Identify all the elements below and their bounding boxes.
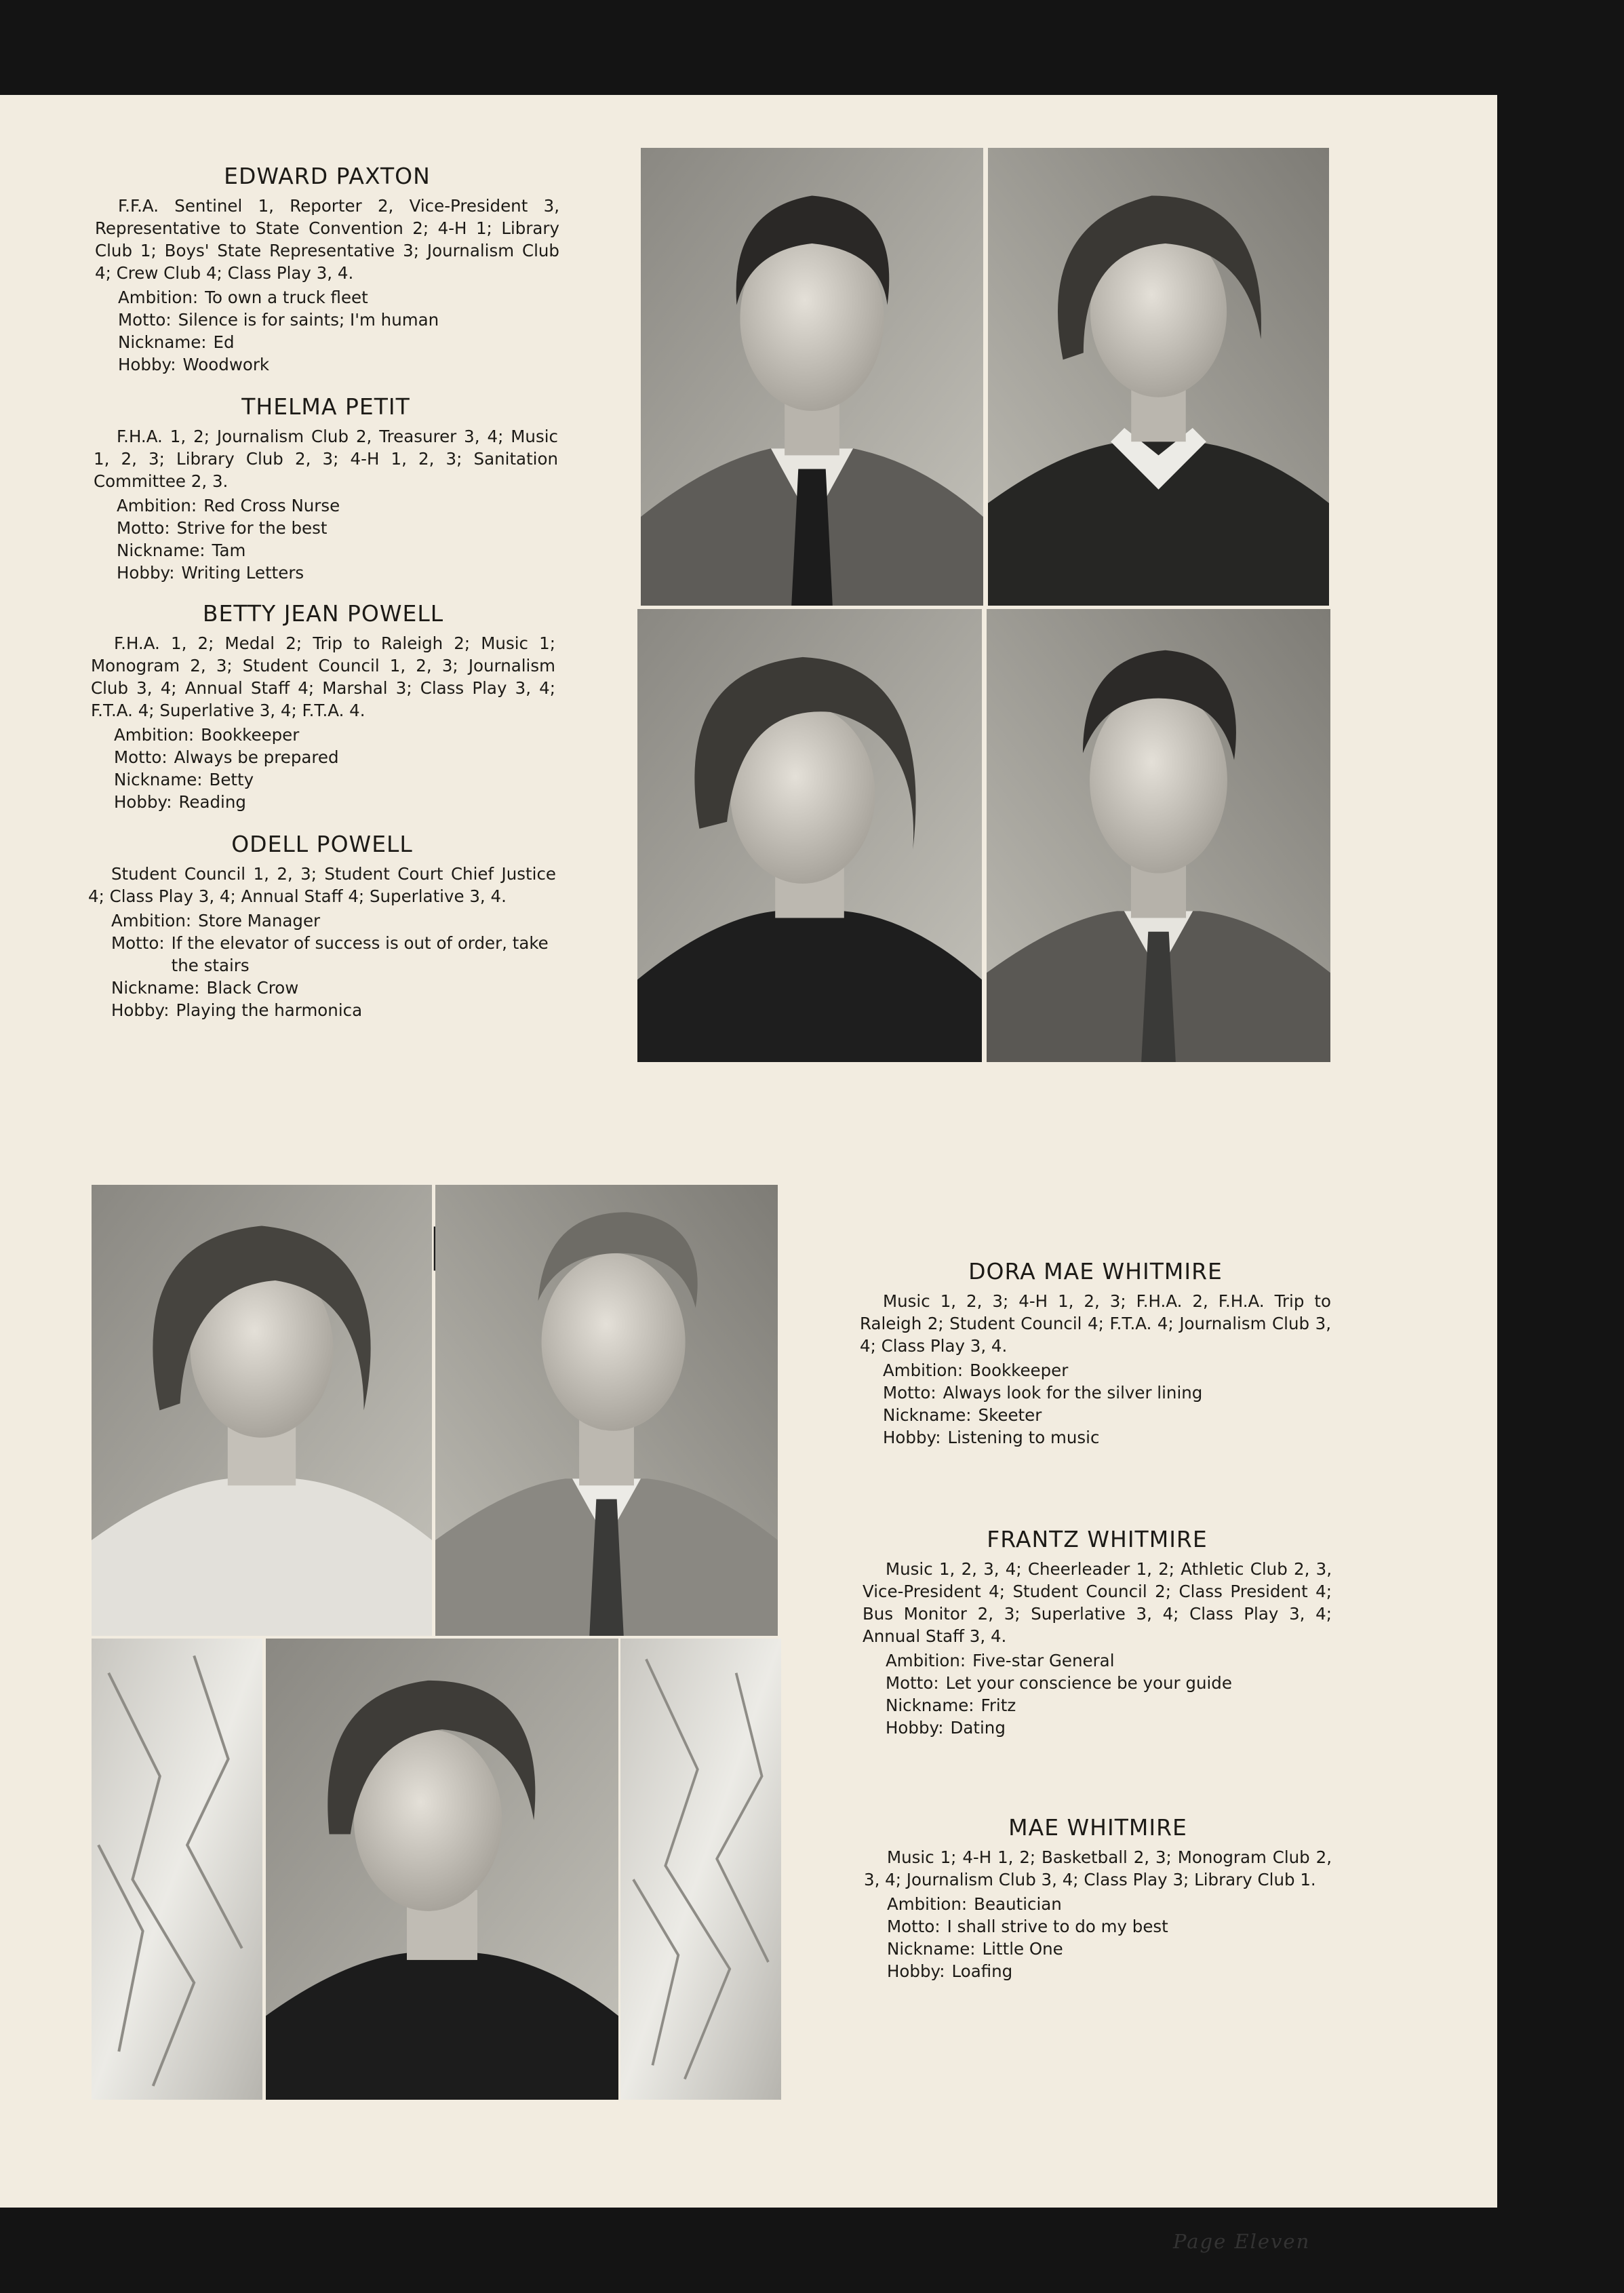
fact-ambition: Ambition: Bookkeeper bbox=[114, 725, 300, 745]
fact-hobby: Hobby: Listening to music bbox=[883, 1428, 1100, 1447]
portrait-photo-odell-powell bbox=[987, 609, 1330, 1062]
fact-motto: Motto: Always look for the silver lining bbox=[883, 1383, 1203, 1403]
senior-name: BETTY JEAN POWELL bbox=[202, 600, 444, 627]
senior-activities: Music 1, 2, 3, 4; Cheerleader 1, 2; Athletic Club 2, 3, Vice-President 4; Student Council 2; Class President 4; Bus Monitor 2, 3; Superlative 3, 4; Class Play 3, 4; Annual Staff 3, 4. bbox=[863, 1559, 1332, 1646]
fact-motto: Motto: Let your conscience be your guide bbox=[886, 1673, 1232, 1693]
senior-facts bbox=[118, 286, 559, 376]
portrait-image bbox=[988, 148, 1329, 606]
senior-entry-thelma-petit bbox=[94, 393, 558, 584]
page-number: Page Eleven bbox=[1173, 2230, 1311, 2253]
senior-facts bbox=[117, 494, 558, 584]
fact-nickname: Nickname: Black Crow bbox=[111, 978, 299, 998]
senior-facts bbox=[883, 1359, 1331, 1449]
senior-activities: Music 1; 4-H 1, 2; Basketball 2, 3; Monogram Club 2, 3, 4; Journalism Club 3, 4; Class Play 3; Library Club 1. bbox=[864, 1847, 1332, 1889]
fact-motto: Motto: Silence is for saints; I'm human bbox=[118, 310, 439, 330]
portrait-photo-thelma-petit bbox=[988, 148, 1329, 606]
senior-facts bbox=[886, 1649, 1332, 1739]
fact-nickname: Nickname: Tam bbox=[117, 541, 246, 560]
fact-nickname: Nickname: Fritz bbox=[886, 1696, 1016, 1715]
fact-nickname: Nickname: Little One bbox=[887, 1939, 1063, 1959]
fact-motto: Motto: I shall strive to do my best bbox=[887, 1917, 1168, 1936]
fact-ambition: Ambition: Bookkeeper bbox=[883, 1360, 1069, 1380]
senior-entry-dora-mae-whitmire bbox=[860, 1258, 1331, 1449]
fact-hobby: Hobby: Woodwork bbox=[118, 355, 270, 374]
fact-nickname: Nickname: Betty bbox=[114, 770, 254, 789]
senior-activities: Music 1, 2, 3; 4-H 1, 2, 3; F.H.A. 2, F.H.A. Trip to Raleigh 2; Student Council 4; F.T.A. 4; Journalism Club 3, 4; Class Play 3, 4. bbox=[860, 1291, 1331, 1356]
senior-facts bbox=[111, 909, 556, 1021]
fact-ambition: Ambition: To own a truck fleet bbox=[118, 288, 368, 307]
fact-ambition: Ambition: Red Cross Nurse bbox=[117, 496, 340, 515]
foil-texture bbox=[92, 1639, 262, 2100]
senior-entry-mae-whitmire bbox=[864, 1814, 1332, 1982]
portrait-photo-mae-whitmire bbox=[266, 1639, 618, 2100]
portrait-image bbox=[435, 1185, 778, 1636]
senior-entry-betty-jean-powell bbox=[91, 600, 555, 813]
fact-nickname: Nickname: Ed bbox=[118, 332, 235, 352]
fact-motto: Motto: Strive for the best bbox=[117, 518, 328, 538]
senior-name: THELMA PETIT bbox=[241, 393, 410, 420]
fact-nickname: Nickname: Skeeter bbox=[883, 1405, 1042, 1425]
senior-activities: Student Council 1, 2, 3; Student Court Chief Justice 4; Class Play 3, 4; Annual Staff 4; Superlative 3, 4. bbox=[88, 864, 556, 906]
yearbook-page bbox=[0, 95, 1497, 2253]
fact-hobby: Hobby: Writing Letters bbox=[117, 563, 304, 583]
fact-hobby: Hobby: Reading bbox=[114, 792, 246, 812]
senior-name: ODELL POWELL bbox=[231, 831, 413, 857]
fact-hobby: Hobby: Playing the harmonica bbox=[111, 1000, 363, 1020]
fact-motto: Motto: Always be prepared bbox=[114, 747, 339, 767]
portrait-image bbox=[266, 1639, 618, 2100]
portrait-image bbox=[641, 148, 983, 606]
fact-hobby: Hobby: Dating bbox=[886, 1718, 1006, 1738]
senior-entry-frantz-whitmire bbox=[863, 1526, 1332, 1739]
portrait-photo-betty-jean-powell bbox=[637, 609, 982, 1062]
senior-entry-odell-powell bbox=[88, 831, 556, 1021]
fact-hobby: Hobby: Loafing bbox=[887, 1961, 1013, 1981]
portrait-photo-frantz-whitmire bbox=[435, 1185, 778, 1636]
portrait-image bbox=[987, 609, 1330, 1062]
portrait-photo-edward-paxton bbox=[641, 148, 983, 606]
senior-facts bbox=[887, 1893, 1332, 1982]
fact-ambition: Ambition: Five-star General bbox=[886, 1651, 1115, 1670]
senior-facts bbox=[114, 724, 555, 813]
decorative-foil-panel-right bbox=[620, 1639, 781, 2100]
fact-ambition: Ambition: Beautician bbox=[887, 1894, 1062, 1914]
portrait-image bbox=[637, 609, 982, 1062]
portrait-image bbox=[92, 1185, 432, 1636]
senior-name: DORA MAE WHITMIRE bbox=[968, 1258, 1223, 1285]
decorative-foil-panel-left bbox=[92, 1639, 262, 2100]
senior-entry-edward-paxton bbox=[95, 163, 559, 376]
fact-motto: Motto: If the elevator of success is out of order, take the stairs bbox=[111, 933, 549, 975]
senior-name: FRANTZ WHITMIRE bbox=[987, 1526, 1208, 1552]
senior-name: EDWARD PAXTON bbox=[224, 163, 431, 189]
fact-ambition: Ambition: Store Manager bbox=[111, 911, 321, 930]
senior-name: MAE WHITMIRE bbox=[1008, 1814, 1187, 1841]
senior-activities: F.H.A. 1, 2; Journalism Club 2, Treasurer 3, 4; Music 1, 2, 3; Library Club 2, 3; 4-H 1, 2, 3; Sanitation Committee 2, 3. bbox=[94, 427, 558, 491]
senior-activities: F.H.A. 1, 2; Medal 2; Trip to Raleigh 2; Music 1; Monogram 2, 3; Student Council 1, 2, 3; Journalism Club 3, 4; Annual Staff 4; Marshal 3; Class Play 3, 4; F.T.A. 4; Superlative 3, 4; F.T.A. 4. bbox=[91, 633, 555, 720]
senior-activities: F.F.A. Sentinel 1, Reporter 2, Vice-President 3, Representative to State Convention 2; 4-H 1; Library Club 1; Boys' State Representative 3; Journalism Club 4; Crew Club 4; Class Play 3, 4. bbox=[95, 196, 559, 283]
portrait-photo-dora-mae-whitmire bbox=[92, 1185, 432, 1636]
foil-texture bbox=[620, 1639, 781, 2100]
